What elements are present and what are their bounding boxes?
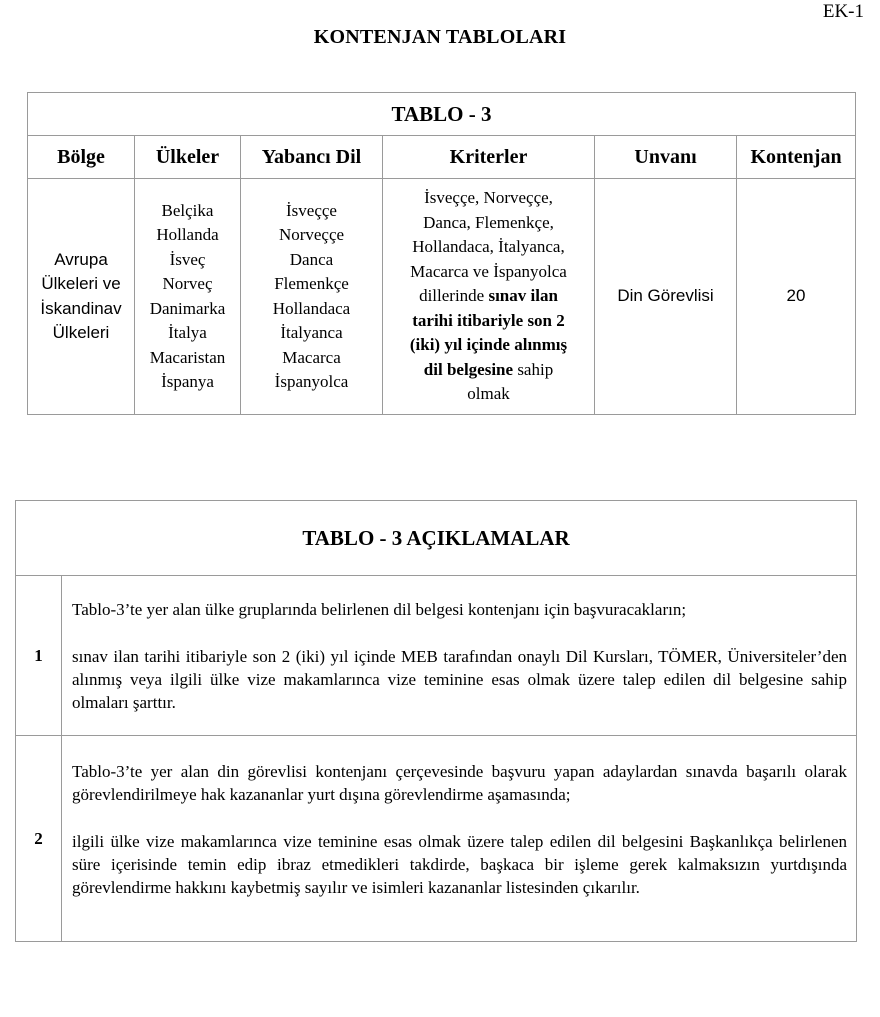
explanations-table <box>15 500 857 942</box>
table-title: TABLO - 3 <box>28 93 856 136</box>
criteria-line: İsveççe, Norveççe, <box>424 188 553 208</box>
row-number: 1 <box>16 576 62 736</box>
criteria-line <box>383 358 594 383</box>
bolge-line: Ülkeleri ve <box>41 274 121 293</box>
country-item: Danimarka <box>149 298 226 318</box>
language-item: İtalyanca <box>280 323 343 342</box>
header-kontenjan: Kontenjan <box>737 136 856 179</box>
criteria-bold-text: tarihi itibariyle son 2 <box>412 310 565 330</box>
explanation-paragraph: Tablo-3’te yer alan ülke gruplarında belirlenen dil belgesi kontenjanı için başvuracakların; <box>72 600 687 619</box>
country-item: İsveç <box>169 249 206 269</box>
header-yabanci-dil: Yabancı Dil <box>241 136 383 179</box>
cell-kontenjan: 20 <box>737 179 856 415</box>
explanation-paragraph: sınav ilan tarihi itibariyle son 2 (iki) yıl içinde MEB tarafından onaylı Dil Kursları, TÖMER, Üniversiteler’den alınmış veya ilgili ülke vize makamlarınca vize teminine esas olmak üzere talep edilen dil belgesine sahip olmaları şarttır. <box>72 647 848 712</box>
bolge-line: Ülkeleri <box>52 323 110 342</box>
language-item: Danca <box>289 249 334 269</box>
cell-yabanci-dil <box>241 179 383 415</box>
explanation-row <box>16 736 857 942</box>
country-item: Norveç <box>162 274 213 293</box>
cell-kriterler <box>383 179 595 415</box>
language-item: İsveççe <box>286 200 337 220</box>
bolge-line: İskandinav <box>40 298 122 318</box>
explanations-title: TABLO - 3 AÇIKLAMALAR <box>16 501 857 576</box>
criteria-text: dillerinde <box>419 286 489 306</box>
header-unvan: Unvanı <box>595 136 737 179</box>
criteria-bold-text: dil belgesine <box>423 359 514 379</box>
criteria-line: olmak <box>467 384 510 404</box>
explanation-text <box>62 576 857 736</box>
header-kriterler: Kriterler <box>383 136 595 179</box>
cell-unvan: Din Görevlisi <box>595 179 737 415</box>
criteria-line <box>383 284 594 309</box>
criteria-line: Hollandaca, İtalyanca, <box>412 237 565 257</box>
criteria-line <box>383 333 594 358</box>
country-item: İtalya <box>168 323 207 342</box>
criteria-line: Macarca ve İspanyolca <box>410 261 567 281</box>
language-item: İspanyolca <box>274 372 349 391</box>
language-item: Hollandaca <box>272 298 351 318</box>
criteria-bold-text: (iki) yıl içinde alınmış <box>409 335 568 355</box>
cell-bolge <box>28 179 135 415</box>
country-item: Hollanda <box>156 225 219 244</box>
language-item: Macarca <box>282 347 341 367</box>
country-item: Belçika <box>161 200 214 220</box>
criteria-line: Danca, Flemenkçe, <box>423 212 554 232</box>
row-number: 2 <box>16 736 62 942</box>
page-title: KONTENJAN TABLOLARI <box>313 26 567 48</box>
header-bolge: Bölge <box>28 136 135 179</box>
language-item: Flemenkçe <box>274 274 349 293</box>
criteria-line <box>383 309 594 334</box>
explanation-text <box>62 736 857 942</box>
criteria-text: sahip <box>513 359 554 379</box>
cell-ulkeler <box>135 179 241 415</box>
bolge-line: Avrupa <box>54 249 108 269</box>
header-ulkeler: Ülkeler <box>135 136 241 179</box>
criteria-bold-text: sınav ilan <box>488 286 558 306</box>
language-item: Norveççe <box>278 225 345 244</box>
quota-table-3 <box>27 92 856 415</box>
country-item: İspanya <box>161 372 214 391</box>
annex-label: EK-1 <box>822 1 864 22</box>
explanation-row <box>16 576 857 736</box>
country-item: Macaristan <box>149 347 226 367</box>
explanation-paragraph: Tablo-3’te yer alan din görevlisi kontenjanı çerçevesinde başvuru yapan adaylardan sınavda başarılı olarak görevlendirilmeye hak kazananlar yurt dışına görevlendirme aşamasında; <box>72 762 848 804</box>
explanation-paragraph: ilgili ülke vize makamlarınca vize teminine esas olmak üzere talep edilen dil belgesini Başkanlıkça belirlenen süre içerisinde temin edip ibraz etmedikleri takdirde, başkaca bir işleme gerek kalmaksızın yurtdışında görevlendirme hakkını kaybetmiş sayılır ve isimleri kazananlar listesinden çıkarılır. <box>72 832 848 897</box>
